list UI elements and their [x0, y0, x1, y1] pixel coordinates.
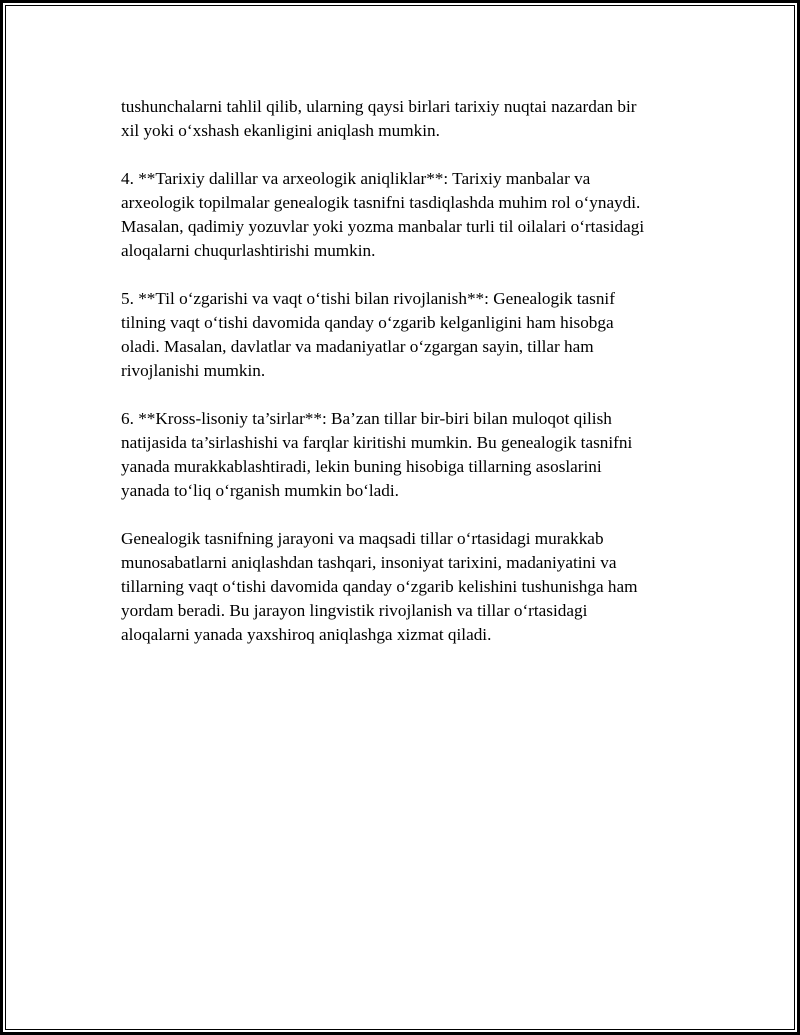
- paragraph-item-4: 4. **Tarixiy dalillar va arxeologik aniqliklar**: Tarixiy manbalar va arxeologik topilmalar genealogik tasnifni tasdiqlashda muhim rol o‘ynaydi. Masalan, qadimiy yozuvlar yoki yozma manbalar turli til oilalari o‘rtasidagi aloqalarni chuqurlashtirishi mumkin.: [121, 169, 645, 260]
- paragraph-item-6: 6. **Kross-lisoniy ta’sirlar**: Ba’zan tillar bir-biri bilan muloqot qilish natijasida ta’sirlashishi va farqlar kiritishi mumkin. Bu genealogik tasnifni yanada murakkablashtiradi, lekin buning hisobiga tillarning asoslarini yanada to‘liq o‘rganish mumkin bo‘ladi.: [121, 409, 633, 500]
- paragraph-item-5: 5. **Til o‘zgarishi va vaqt o‘tishi bilan rivojlanish**: Genealogik tasnif tilning vaqt o‘tishi davomida qanday o‘zgarib kelganligini ham hisobga oladi. Masalan, davlatlar va madaniyatlar o‘zgargan sayin, tillar ham rivojlanishi mumkin.: [121, 289, 615, 380]
- document-body: [121, 95, 701, 671]
- paragraph-continuation: tushunchalarni tahlil qilib, ularning qaysi birlari tarixiy nuqtai nazardan bir xil yoki o‘xshash ekanligini aniqlash mumkin.: [121, 97, 637, 140]
- paragraph-conclusion: Genealogik tasnifning jarayoni va maqsadi tillar o‘rtasidagi murakkab munosabatlarni aniqlashdan tashqari, insoniyat tarixini, madaniyatini va tillarning vaqt o‘tishi davomida qanday o‘zgarib kelishini tushunishga ham yordam beradi. Bu jarayon lingvistik rivojlanish va tillar o‘rtasidagi aloqalarni yanada yaxshiroq aniqlashga xizmat qiladi.: [121, 529, 638, 644]
